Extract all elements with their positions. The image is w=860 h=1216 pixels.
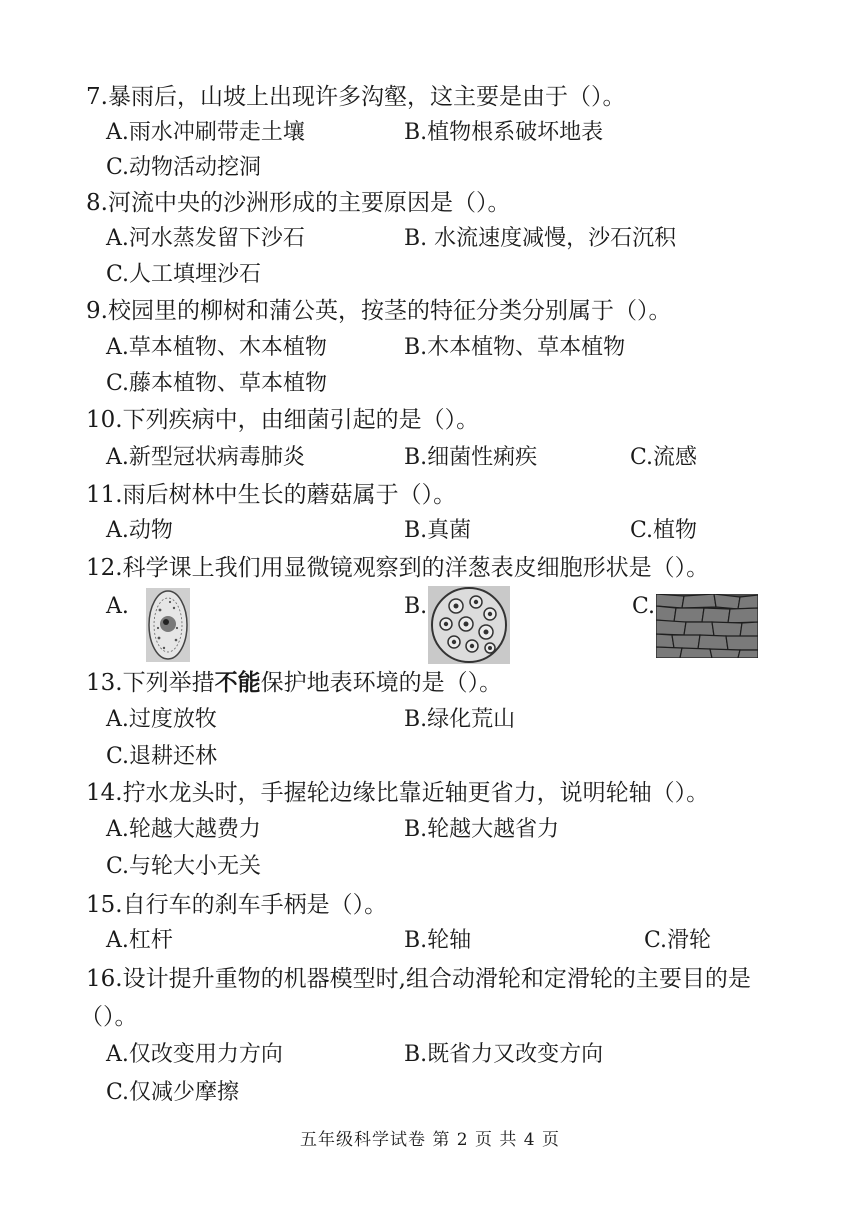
- q8-option-b: B. 水流速度减慢，沙石沉积: [404, 226, 677, 251]
- q8-option-c: C.人工填埋沙石: [106, 262, 262, 287]
- q10-option-a: A.新型冠状病毒肺炎: [106, 445, 305, 470]
- q13-option-c: C.退耕还林: [106, 744, 218, 769]
- q12-option-c-cell-image: [656, 594, 758, 658]
- q13-stem-end: 保护地表环境的是（）。: [260, 670, 503, 696]
- q16-option-a: A.仅改变用力方向: [106, 1042, 283, 1067]
- q12-option-a-cell-image: [146, 588, 190, 662]
- q9-option-b: B.木本植物、草本植物: [404, 335, 626, 360]
- q7-option-b: B.植物根系破坏地表: [404, 120, 604, 145]
- q15-option-c: C.滑轮: [644, 928, 712, 953]
- page-footer: 五年级科学试卷 第 2 页 共 4 页: [299, 1130, 561, 1150]
- q8-option-a: A.河水蒸发留下沙石: [106, 226, 305, 251]
- q7-option-a: A.雨水冲刷带走土壤: [106, 120, 305, 145]
- q16-option-b: B.既省力又改变方向: [404, 1042, 604, 1067]
- question-7: 7.暴雨后，山坡上出现许多沟壑，这主要是由于（）。: [86, 84, 626, 110]
- q11-option-b: B.真菌: [404, 518, 472, 543]
- question-8: 8.河流中央的沙洲形成的主要原因是（）。: [86, 190, 511, 216]
- question-14: 14.拧水龙头时，手握轮边缘比靠近轴更省力，说明轮轴（）。: [86, 780, 710, 806]
- question-12: 12.科学课上我们用显微镜观察到的洋葱表皮细胞形状是（）。: [86, 555, 710, 581]
- q11-option-c: C.植物: [630, 518, 698, 543]
- q10-option-b: B.细菌性痢疾: [404, 445, 538, 470]
- q16-answer-blank: （）。: [80, 1004, 138, 1030]
- q14-option-a: A.轮越大越费力: [106, 817, 261, 842]
- q13-stem-emphasis: 不能: [214, 669, 261, 696]
- q9-option-c: C.藤本植物、草本植物: [106, 371, 328, 396]
- q12-option-b-label: B.: [404, 594, 428, 619]
- q7-option-c: C.动物活动挖洞: [106, 155, 262, 180]
- q14-option-c: C.与轮大小无关: [106, 854, 262, 879]
- question-9: 9.校园里的柳树和蒲公英，按茎的特征分类分别属于（）。: [86, 298, 672, 324]
- question-13: [86, 668, 502, 698]
- question-10: 10.下列疾病中，由细菌引起的是（）。: [86, 407, 480, 433]
- q12-option-c-label: C.: [632, 594, 656, 619]
- q14-option-b: B.轮越大越省力: [404, 817, 560, 842]
- q16-option-c: C.仅减少摩擦: [106, 1080, 240, 1105]
- q15-option-b: B.轮轴: [404, 928, 472, 953]
- q10-option-c: C.流感: [630, 445, 698, 470]
- q13-option-b: B.绿化荒山: [404, 707, 516, 732]
- q12-option-b-cell-image: [428, 586, 510, 664]
- q13-option-a: A.过度放牧: [106, 707, 217, 732]
- question-15: 15.自行车的刹车手柄是（）。: [86, 892, 388, 918]
- question-16: 16.设计提升重物的机器模型时,组合动滑轮和定滑轮的主要目的是: [86, 966, 751, 992]
- q11-option-a: A.动物: [106, 518, 173, 543]
- q12-option-a-label: A.: [106, 594, 129, 619]
- q13-stem-start: 13.下列举措: [86, 670, 215, 696]
- question-11: 11.雨后树林中生长的蘑菇属于（）。: [86, 482, 457, 508]
- q15-option-a: A.杠杆: [106, 928, 173, 953]
- q9-option-a: A.草本植物、木本植物: [106, 335, 327, 360]
